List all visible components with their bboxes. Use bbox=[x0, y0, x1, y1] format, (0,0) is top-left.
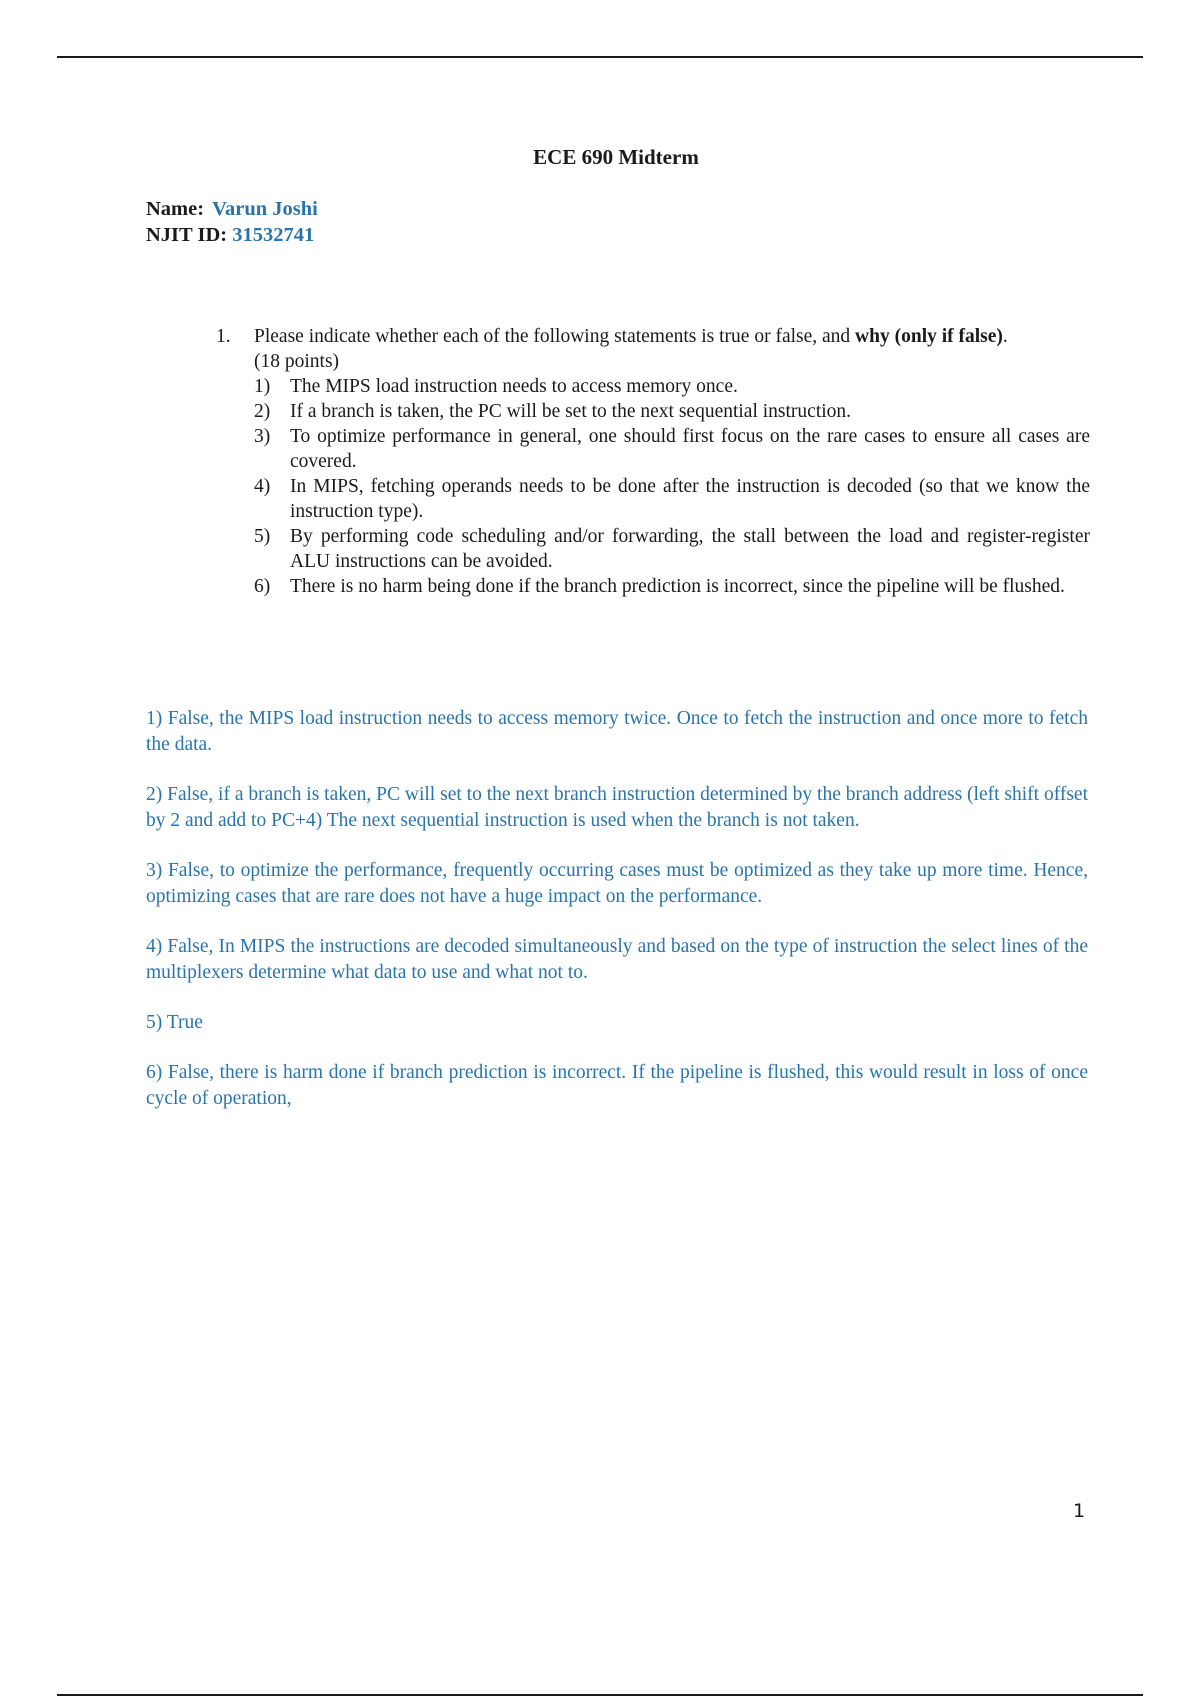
answer-paragraph: 5) True bbox=[146, 1012, 203, 1033]
statement-text: By performing code scheduling and/or forwarding, the stall between the load and register-register ALU instructions can be avoided. bbox=[290, 526, 1090, 572]
question-prompt bbox=[216, 324, 1090, 374]
statement-number: 4) bbox=[254, 476, 271, 497]
statement-number: 2) bbox=[254, 401, 271, 422]
question-points: (18 points) bbox=[254, 351, 340, 372]
statement-list bbox=[216, 374, 1090, 599]
statement-text: The MIPS load instruction needs to access memory once. bbox=[290, 376, 738, 397]
id-value: 31532741 bbox=[232, 224, 315, 246]
prompt-emphasis: why (only if false) bbox=[855, 326, 1003, 347]
top-rule bbox=[57, 56, 1143, 58]
statement-item bbox=[254, 574, 1090, 599]
statement-item bbox=[254, 399, 1090, 424]
page-number: 1 bbox=[1073, 1500, 1086, 1522]
question-1 bbox=[216, 324, 1090, 599]
document-title: ECE 690 Midterm bbox=[533, 145, 699, 169]
statement-text: In MIPS, fetching operands needs to be done after the instruction is decoded (so that we know the instruction type). bbox=[290, 476, 1090, 522]
statement-number: 3) bbox=[254, 426, 271, 447]
statement-number: 6) bbox=[254, 576, 271, 597]
answer-paragraph: 3) False, to optimize the performance, frequently occurring cases must be optimized as they take up more time. Hence, optimizing cases that are rare does not have a huge impact on the performance. bbox=[146, 860, 1088, 907]
prompt-end: . bbox=[1002, 326, 1008, 347]
prompt-text: Please indicate whether each of the following statements is true or false, and bbox=[254, 326, 856, 347]
student-info bbox=[146, 196, 318, 248]
question-number: 1. bbox=[216, 326, 231, 347]
statement-item bbox=[254, 424, 1090, 474]
statement-text: To optimize performance in general, one should first focus on the rare cases to ensure all cases are covered. bbox=[290, 426, 1090, 472]
statement-item bbox=[254, 474, 1090, 524]
statement-item bbox=[254, 524, 1090, 574]
statement-text: If a branch is taken, the PC will be set to the next sequential instruction. bbox=[290, 401, 852, 422]
id-line bbox=[146, 222, 318, 248]
name-line bbox=[146, 196, 318, 222]
answer-paragraph: 1) False, the MIPS load instruction needs to access memory twice. Once to fetch the instruction and once more to fetch the data. bbox=[146, 708, 1088, 755]
statement-number: 1) bbox=[254, 376, 271, 397]
statement-item bbox=[254, 374, 1090, 399]
statement-text: There is no harm being done if the branch prediction is incorrect, since the pipeline will be flushed. bbox=[290, 576, 1065, 597]
answer-paragraph: 2) False, if a branch is taken, PC will set to the next branch instruction determined by the branch address (left shift offset by 2 and add to PC+4) The next sequential instruction is used when the branch is not taken. bbox=[146, 784, 1088, 831]
answer-section bbox=[146, 706, 1088, 1136]
statement-number: 5) bbox=[254, 526, 271, 547]
name-label: Name: bbox=[146, 198, 205, 220]
answer-paragraph: 4) False, In MIPS the instructions are decoded simultaneously and based on the type of instruction the select lines of the multiplexers determine what data to use and what not to. bbox=[146, 936, 1088, 983]
answer-paragraph: 6) False, there is harm done if branch prediction is incorrect. If the pipeline is flushed, this would result in loss of once cycle of operation, bbox=[146, 1062, 1088, 1109]
name-value: Varun Joshi bbox=[212, 198, 318, 220]
bottom-rule bbox=[57, 1694, 1143, 1696]
id-label: NJIT ID: bbox=[146, 224, 228, 246]
